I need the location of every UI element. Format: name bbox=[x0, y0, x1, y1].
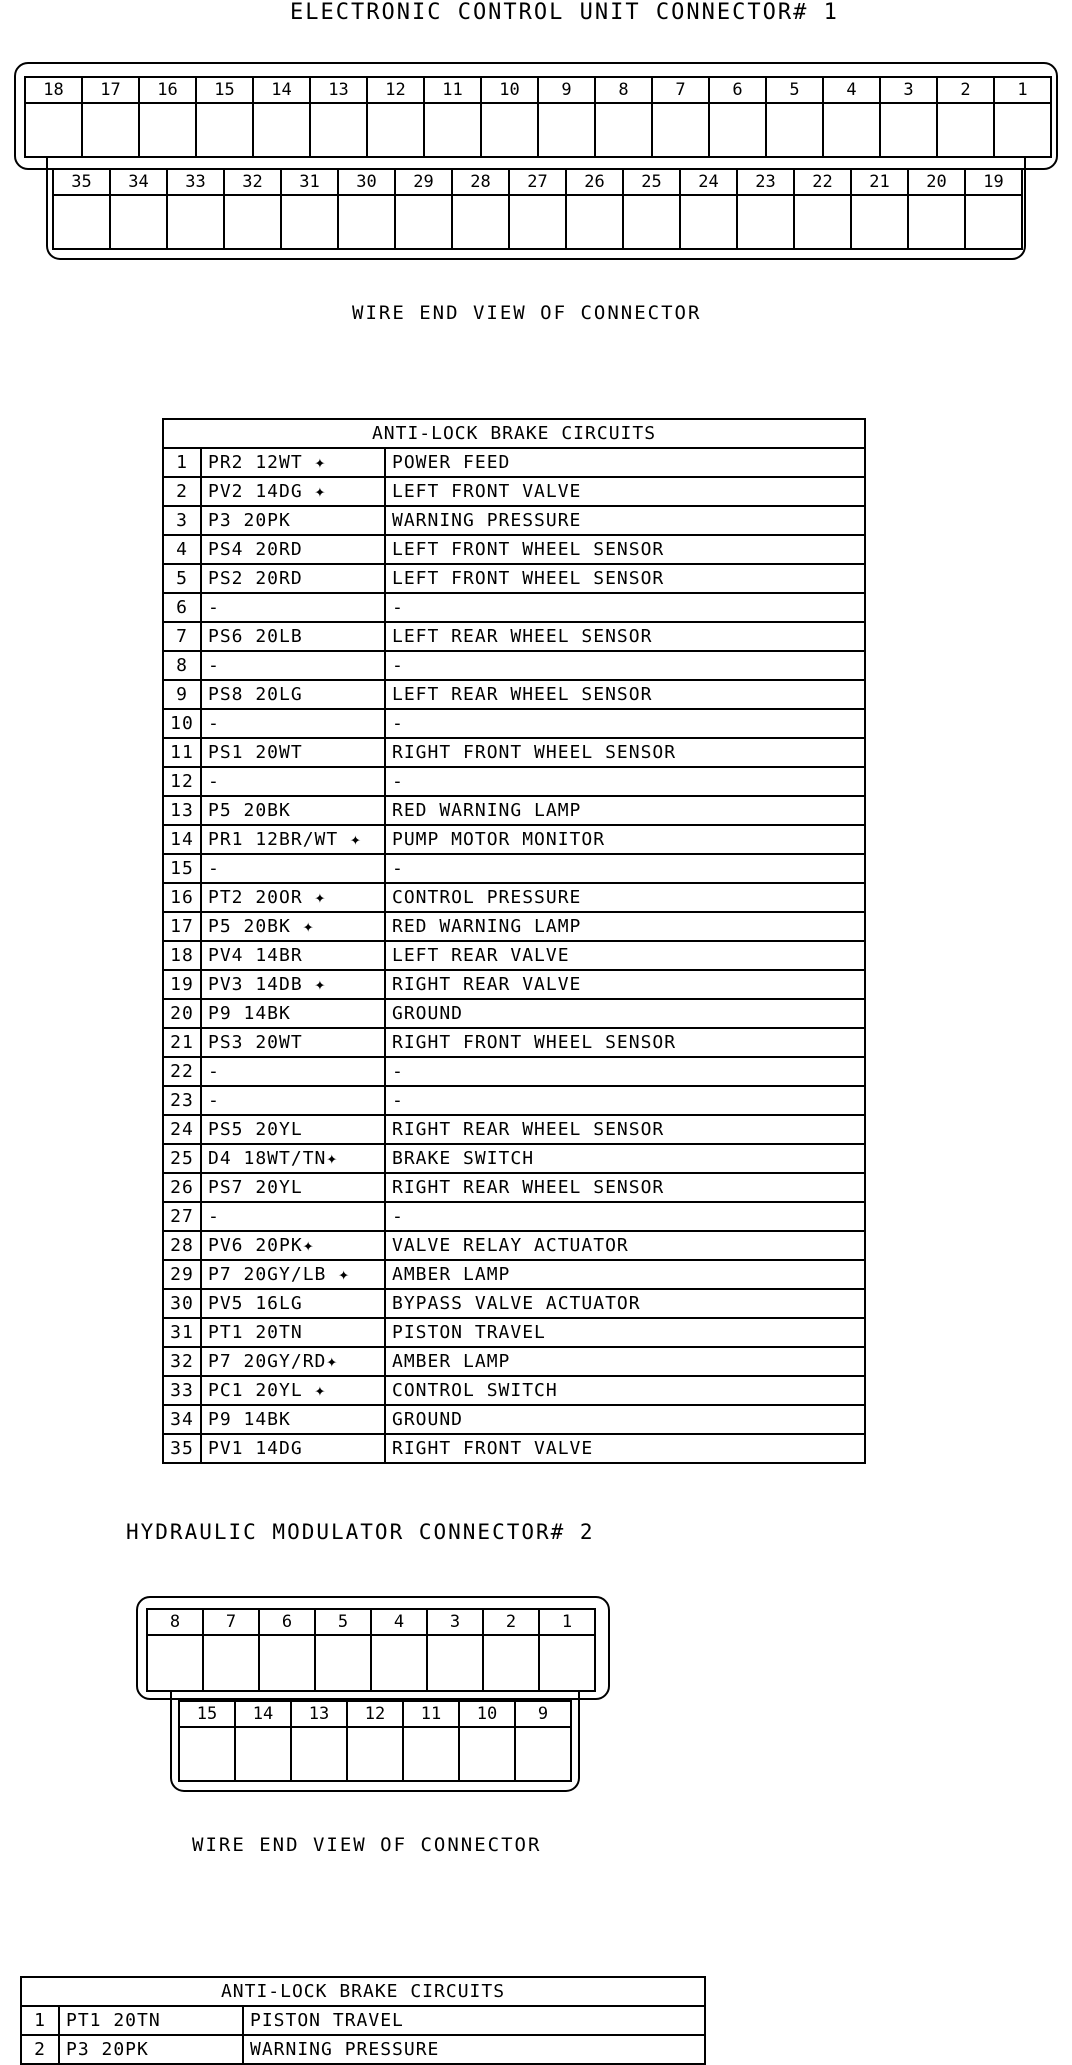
table-header: ANTI-LOCK BRAKE CIRCUITS bbox=[163, 419, 865, 448]
pin-number: 1 bbox=[540, 1610, 594, 1636]
circuit-description-cell: - bbox=[385, 709, 865, 738]
wire-code-cell: PS5 20YL bbox=[201, 1115, 385, 1144]
circuit-description-cell: - bbox=[385, 1086, 865, 1115]
pin-number: 15 bbox=[180, 1702, 234, 1728]
pin-number: 9 bbox=[516, 1702, 570, 1728]
pin-cavity bbox=[966, 170, 1023, 250]
circuit-description-cell: RIGHT REAR WHEEL SENSOR bbox=[385, 1115, 865, 1144]
circuit-description-cell: - bbox=[385, 1057, 865, 1086]
wire-code-cell: - bbox=[201, 854, 385, 883]
table-row bbox=[163, 1231, 865, 1260]
table-row bbox=[163, 941, 865, 970]
pin-number: 10 bbox=[460, 1702, 514, 1728]
pin-number-cell: 14 bbox=[163, 825, 201, 854]
pin-number-cell: 17 bbox=[163, 912, 201, 941]
pin-cavity bbox=[54, 170, 111, 250]
circuit-description-cell: GROUND bbox=[385, 1405, 865, 1434]
pin-number-cell: 32 bbox=[163, 1347, 201, 1376]
wire-code-cell: PV3 14DB ✦ bbox=[201, 970, 385, 999]
pin-number: 5 bbox=[316, 1610, 370, 1636]
pin-number: 2 bbox=[484, 1610, 538, 1636]
pin-cavity bbox=[653, 78, 710, 158]
pin-number: 9 bbox=[539, 78, 594, 104]
pin-number-cell: 26 bbox=[163, 1173, 201, 1202]
pin-cavity bbox=[484, 1610, 540, 1692]
table-row bbox=[163, 1144, 865, 1173]
wire-code-cell: PS1 20WT bbox=[201, 738, 385, 767]
pin-number: 26 bbox=[567, 170, 622, 196]
pin-cavity bbox=[852, 170, 909, 250]
pin-number: 27 bbox=[510, 170, 565, 196]
table-row bbox=[163, 1173, 865, 1202]
table-row bbox=[163, 1057, 865, 1086]
wire-code-cell: - bbox=[201, 593, 385, 622]
pin-number-cell: 30 bbox=[163, 1289, 201, 1318]
pin-number-cell: 6 bbox=[163, 593, 201, 622]
pin-cavity bbox=[738, 170, 795, 250]
circuit-description-cell: POWER FEED bbox=[385, 448, 865, 477]
ecu-top-pin-row bbox=[24, 76, 1052, 158]
pin-cavity bbox=[368, 78, 425, 158]
table-row bbox=[163, 1202, 865, 1231]
wire-code-cell: PV2 14DG ✦ bbox=[201, 477, 385, 506]
circuit-description-cell: RIGHT FRONT WHEEL SENSOR bbox=[385, 1028, 865, 1057]
circuit-description-cell: LEFT FRONT VALVE bbox=[385, 477, 865, 506]
pin-number: 21 bbox=[852, 170, 907, 196]
pin-number-cell: 5 bbox=[163, 564, 201, 593]
pin-cavity bbox=[26, 78, 83, 158]
pin-number: 25 bbox=[624, 170, 679, 196]
circuit-description-cell: RIGHT REAR WHEEL SENSOR bbox=[385, 1173, 865, 1202]
hcu-connector-title: HYDRAULIC MODULATOR CONNECTOR# 2 bbox=[126, 1520, 595, 1544]
pin-cavity bbox=[567, 170, 624, 250]
pin-cavity bbox=[140, 78, 197, 158]
circuit-description-cell: WARNING PRESSURE bbox=[385, 506, 865, 535]
circuit-description-cell: RIGHT FRONT VALVE bbox=[385, 1434, 865, 1463]
pin-number-cell: 1 bbox=[163, 448, 201, 477]
pin-cavity bbox=[260, 1610, 316, 1692]
pin-number: 24 bbox=[681, 170, 736, 196]
table-row bbox=[163, 564, 865, 593]
pin-cavity bbox=[510, 170, 567, 250]
pin-number: 6 bbox=[260, 1610, 314, 1636]
wire-code-cell: - bbox=[201, 767, 385, 796]
pin-number-cell: 10 bbox=[163, 709, 201, 738]
circuit-description-cell: PISTON TRAVEL bbox=[243, 2006, 705, 2035]
circuit-description-cell: RIGHT REAR VALVE bbox=[385, 970, 865, 999]
wire-code-cell: PV6 20PK✦ bbox=[201, 1231, 385, 1260]
circuit-description-cell: BYPASS VALVE ACTUATOR bbox=[385, 1289, 865, 1318]
pin-number: 32 bbox=[225, 170, 280, 196]
hcu-connector-caption: WIRE END VIEW OF CONNECTOR bbox=[192, 1834, 542, 1856]
table-row bbox=[163, 535, 865, 564]
circuit-description-cell: RIGHT FRONT WHEEL SENSOR bbox=[385, 738, 865, 767]
wire-code-cell: PS4 20RD bbox=[201, 535, 385, 564]
pin-number: 2 bbox=[938, 78, 993, 104]
pin-number: 17 bbox=[83, 78, 138, 104]
pin-number-cell: 19 bbox=[163, 970, 201, 999]
wire-code-cell: PS8 20LG bbox=[201, 680, 385, 709]
circuit-description-cell: LEFT FRONT WHEEL SENSOR bbox=[385, 564, 865, 593]
pin-cavity bbox=[372, 1610, 428, 1692]
circuit-description-cell: PUMP MOTOR MONITOR bbox=[385, 825, 865, 854]
circuit-description-cell: AMBER LAMP bbox=[385, 1260, 865, 1289]
pin-number: 10 bbox=[482, 78, 537, 104]
table-row bbox=[163, 593, 865, 622]
pin-number: 33 bbox=[168, 170, 223, 196]
pin-cavity bbox=[292, 1702, 348, 1782]
pin-number: 14 bbox=[254, 78, 309, 104]
wire-code-cell: PS6 20LB bbox=[201, 622, 385, 651]
hcu-bottom-pin-row bbox=[178, 1700, 572, 1782]
pin-cavity bbox=[795, 170, 852, 250]
pin-cavity bbox=[624, 170, 681, 250]
pin-number-cell: 22 bbox=[163, 1057, 201, 1086]
circuit-description-cell: CONTROL SWITCH bbox=[385, 1376, 865, 1405]
pin-number: 16 bbox=[140, 78, 195, 104]
table-row bbox=[163, 1086, 865, 1115]
wire-code-cell: PR1 12BR/WT ✦ bbox=[201, 825, 385, 854]
pin-cavity bbox=[348, 1702, 404, 1782]
pin-number: 29 bbox=[396, 170, 451, 196]
pin-cavity bbox=[225, 170, 282, 250]
pin-cavity bbox=[148, 1610, 204, 1692]
pin-number-cell: 11 bbox=[163, 738, 201, 767]
wire-code-cell: - bbox=[201, 1202, 385, 1231]
table-row bbox=[163, 1434, 865, 1463]
wire-code-cell: PS3 20WT bbox=[201, 1028, 385, 1057]
ecu-connector-caption: WIRE END VIEW OF CONNECTOR bbox=[352, 302, 702, 324]
pin-number-cell: 2 bbox=[163, 477, 201, 506]
pin-number-cell: 20 bbox=[163, 999, 201, 1028]
pin-number-cell: 18 bbox=[163, 941, 201, 970]
pin-cavity bbox=[539, 78, 596, 158]
table-row bbox=[163, 1028, 865, 1057]
table-row bbox=[163, 1289, 865, 1318]
table-row bbox=[163, 796, 865, 825]
circuit-description-cell: - bbox=[385, 854, 865, 883]
pin-number: 13 bbox=[292, 1702, 346, 1728]
pin-number: 7 bbox=[204, 1610, 258, 1636]
table-row bbox=[163, 1260, 865, 1289]
circuit-description-cell: GROUND bbox=[385, 999, 865, 1028]
pin-number: 22 bbox=[795, 170, 850, 196]
circuit-description-cell: CONTROL PRESSURE bbox=[385, 883, 865, 912]
pin-number: 14 bbox=[236, 1702, 290, 1728]
pin-number: 30 bbox=[339, 170, 394, 196]
wire-code-cell: PS7 20YL bbox=[201, 1173, 385, 1202]
pin-number: 15 bbox=[197, 78, 252, 104]
table-row bbox=[163, 767, 865, 796]
pin-cavity bbox=[710, 78, 767, 158]
wire-code-cell: P3 20PK bbox=[59, 2035, 243, 2064]
pin-number-cell: 31 bbox=[163, 1318, 201, 1347]
pin-number: 3 bbox=[881, 78, 936, 104]
circuit-description-cell: RED WARNING LAMP bbox=[385, 912, 865, 941]
circuit-description-cell: - bbox=[385, 651, 865, 680]
pin-number-cell: 33 bbox=[163, 1376, 201, 1405]
pin-number: 12 bbox=[368, 78, 423, 104]
circuit-description-cell: - bbox=[385, 767, 865, 796]
pin-cavity bbox=[460, 1702, 516, 1782]
pin-number-cell: 24 bbox=[163, 1115, 201, 1144]
pin-number-cell: 7 bbox=[163, 622, 201, 651]
wire-code-cell: D4 18WT/TN✦ bbox=[201, 1144, 385, 1173]
wire-code-cell: P5 20BK bbox=[201, 796, 385, 825]
hcu-circuit-table bbox=[20, 1976, 706, 2065]
pin-number-cell: 27 bbox=[163, 1202, 201, 1231]
circuit-description-cell: LEFT REAR VALVE bbox=[385, 941, 865, 970]
table-row bbox=[163, 680, 865, 709]
table-row bbox=[163, 709, 865, 738]
pin-number-cell: 8 bbox=[163, 651, 201, 680]
table-row bbox=[163, 477, 865, 506]
table-row bbox=[163, 448, 865, 477]
table-row bbox=[163, 970, 865, 999]
pin-number: 3 bbox=[428, 1610, 482, 1636]
pin-cavity bbox=[453, 170, 510, 250]
pin-number-cell: 1 bbox=[21, 2006, 59, 2035]
pin-cavity bbox=[404, 1702, 460, 1782]
table-row bbox=[21, 2006, 705, 2035]
circuit-description-cell: BRAKE SWITCH bbox=[385, 1144, 865, 1173]
pin-cavity bbox=[236, 1702, 292, 1782]
wire-code-cell: PS2 20RD bbox=[201, 564, 385, 593]
wire-code-cell: - bbox=[201, 651, 385, 680]
pin-number: 6 bbox=[710, 78, 765, 104]
pin-number-cell: 21 bbox=[163, 1028, 201, 1057]
pin-number: 35 bbox=[54, 170, 109, 196]
pin-cavity bbox=[316, 1610, 372, 1692]
pin-cavity bbox=[339, 170, 396, 250]
pin-cavity bbox=[180, 1702, 236, 1782]
table-row bbox=[163, 651, 865, 680]
pin-cavity bbox=[396, 170, 453, 250]
pin-number: 28 bbox=[453, 170, 508, 196]
pin-number-cell: 25 bbox=[163, 1144, 201, 1173]
pin-cavity bbox=[168, 170, 225, 250]
wire-code-cell: P7 20GY/LB ✦ bbox=[201, 1260, 385, 1289]
table-row bbox=[163, 506, 865, 535]
table-row bbox=[163, 1376, 865, 1405]
pin-cavity bbox=[681, 170, 738, 250]
circuit-description-cell: - bbox=[385, 593, 865, 622]
circuit-description-cell: AMBER LAMP bbox=[385, 1347, 865, 1376]
pin-number-cell: 29 bbox=[163, 1260, 201, 1289]
table-row bbox=[163, 1318, 865, 1347]
pin-cavity bbox=[428, 1610, 484, 1692]
pin-number-cell: 28 bbox=[163, 1231, 201, 1260]
circuit-description-cell: LEFT FRONT WHEEL SENSOR bbox=[385, 535, 865, 564]
wire-code-cell: PC1 20YL ✦ bbox=[201, 1376, 385, 1405]
pin-cavity bbox=[881, 78, 938, 158]
pin-number: 7 bbox=[653, 78, 708, 104]
pin-number: 11 bbox=[425, 78, 480, 104]
pin-number-cell: 2 bbox=[21, 2035, 59, 2064]
circuit-description-cell: RED WARNING LAMP bbox=[385, 796, 865, 825]
pin-cavity bbox=[254, 78, 311, 158]
pin-number: 20 bbox=[909, 170, 964, 196]
pin-number-cell: 23 bbox=[163, 1086, 201, 1115]
pin-number: 19 bbox=[966, 170, 1021, 196]
pin-number: 34 bbox=[111, 170, 166, 196]
circuit-description-cell: LEFT REAR WHEEL SENSOR bbox=[385, 680, 865, 709]
table-row bbox=[163, 738, 865, 767]
pin-cavity bbox=[204, 1610, 260, 1692]
table-header: ANTI-LOCK BRAKE CIRCUITS bbox=[21, 1977, 705, 2006]
pin-number: 4 bbox=[824, 78, 879, 104]
pin-number-cell: 12 bbox=[163, 767, 201, 796]
pin-cavity bbox=[540, 1610, 596, 1692]
pin-cavity bbox=[482, 78, 539, 158]
wire-code-cell: - bbox=[201, 1057, 385, 1086]
circuit-description-cell: WARNING PRESSURE bbox=[243, 2035, 705, 2064]
table-row bbox=[163, 1405, 865, 1434]
hcu-top-pin-row bbox=[146, 1608, 596, 1692]
pin-number: 1 bbox=[995, 78, 1050, 104]
circuit-description-cell: LEFT REAR WHEEL SENSOR bbox=[385, 622, 865, 651]
circuit-description-cell: - bbox=[385, 1202, 865, 1231]
circuit-description-cell: PISTON TRAVEL bbox=[385, 1318, 865, 1347]
wire-code-cell: PT2 20OR ✦ bbox=[201, 883, 385, 912]
table-row bbox=[163, 1347, 865, 1376]
pin-cavity bbox=[197, 78, 254, 158]
ecu-connector-title: ELECTRONIC CONTROL UNIT CONNECTOR# 1 bbox=[290, 0, 839, 25]
wire-code-cell: PV1 14DG bbox=[201, 1434, 385, 1463]
ecu-circuit-table bbox=[162, 418, 866, 1464]
pin-cavity bbox=[425, 78, 482, 158]
pin-number: 8 bbox=[596, 78, 651, 104]
pin-number: 18 bbox=[26, 78, 81, 104]
pin-cavity bbox=[767, 78, 824, 158]
pin-cavity bbox=[909, 170, 966, 250]
pin-cavity bbox=[938, 78, 995, 158]
pin-cavity bbox=[824, 78, 881, 158]
pin-cavity bbox=[596, 78, 653, 158]
circuit-description-cell: VALVE RELAY ACTUATOR bbox=[385, 1231, 865, 1260]
wire-code-cell: P5 20BK ✦ bbox=[201, 912, 385, 941]
table-row bbox=[163, 825, 865, 854]
pin-number-cell: 9 bbox=[163, 680, 201, 709]
wire-code-cell: PV4 14BR bbox=[201, 941, 385, 970]
table-row bbox=[163, 912, 865, 941]
wire-code-cell: PT1 20TN bbox=[201, 1318, 385, 1347]
pin-number-cell: 13 bbox=[163, 796, 201, 825]
pin-cavity bbox=[83, 78, 140, 158]
pin-number-cell: 3 bbox=[163, 506, 201, 535]
pin-number-cell: 16 bbox=[163, 883, 201, 912]
table-row bbox=[163, 854, 865, 883]
pin-number: 31 bbox=[282, 170, 337, 196]
wire-code-cell: P3 20PK bbox=[201, 506, 385, 535]
pin-cavity bbox=[282, 170, 339, 250]
wire-code-cell: PV5 16LG bbox=[201, 1289, 385, 1318]
pin-number-cell: 15 bbox=[163, 854, 201, 883]
table-row bbox=[163, 999, 865, 1028]
pin-cavity bbox=[995, 78, 1052, 158]
wire-code-cell: P7 20GY/RD✦ bbox=[201, 1347, 385, 1376]
table-row bbox=[163, 622, 865, 651]
wire-code-cell: P9 14BK bbox=[201, 999, 385, 1028]
pin-number: 13 bbox=[311, 78, 366, 104]
wire-code-cell: - bbox=[201, 1086, 385, 1115]
ecu-bottom-pin-row bbox=[52, 168, 1023, 250]
table-row bbox=[163, 1115, 865, 1144]
table-row bbox=[163, 883, 865, 912]
pin-number: 4 bbox=[372, 1610, 426, 1636]
wire-code-cell: PT1 20TN bbox=[59, 2006, 243, 2035]
wire-code-cell: - bbox=[201, 709, 385, 738]
pin-number-cell: 4 bbox=[163, 535, 201, 564]
pin-number: 8 bbox=[148, 1610, 202, 1636]
pin-number: 23 bbox=[738, 170, 793, 196]
pin-cavity bbox=[311, 78, 368, 158]
wire-code-cell: PR2 12WT ✦ bbox=[201, 448, 385, 477]
pin-number: 12 bbox=[348, 1702, 402, 1728]
wire-code-cell: P9 14BK bbox=[201, 1405, 385, 1434]
pin-cavity bbox=[111, 170, 168, 250]
pin-number: 5 bbox=[767, 78, 822, 104]
pin-number: 11 bbox=[404, 1702, 458, 1728]
pin-cavity bbox=[516, 1702, 572, 1782]
pin-number-cell: 34 bbox=[163, 1405, 201, 1434]
pin-number-cell: 35 bbox=[163, 1434, 201, 1463]
